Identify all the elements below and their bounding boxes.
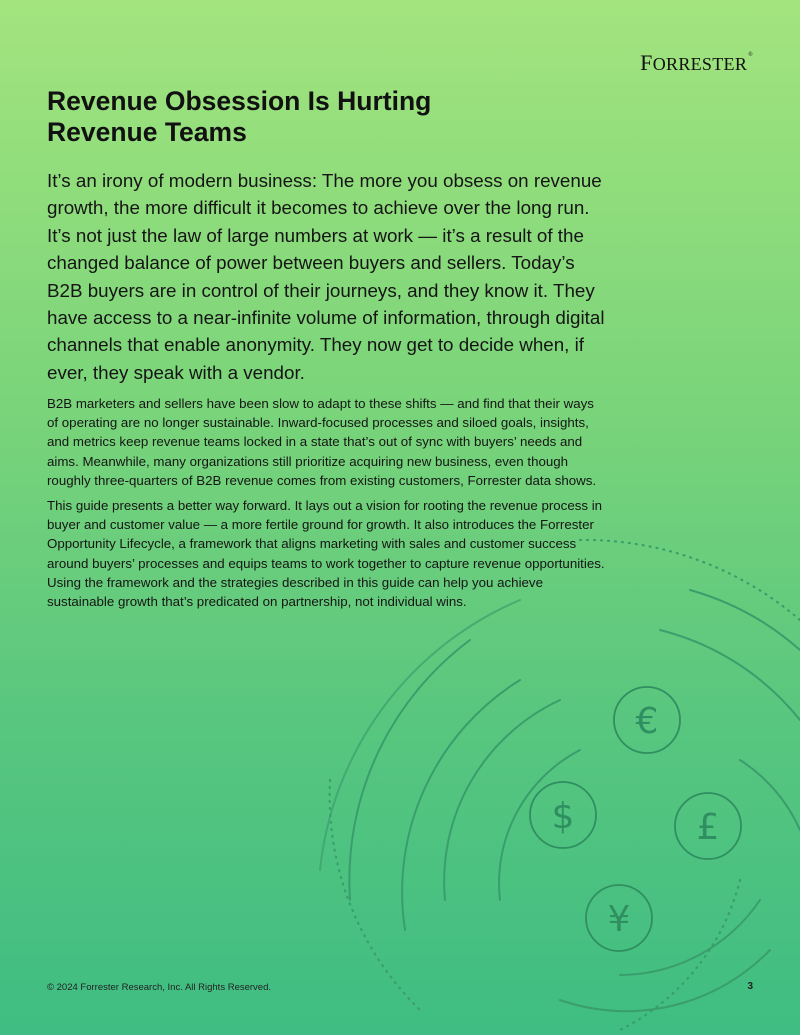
arc-bottom-2 <box>620 900 760 975</box>
forrester-logo: FORRESTER® <box>640 50 753 75</box>
dollar-circle <box>530 782 596 848</box>
pound-icon: £ <box>696 807 720 848</box>
yen-icon: ¥ <box>607 899 631 940</box>
copyright-notice: © 2024 Forrester Research, Inc. All Rights Reserved. <box>47 982 272 993</box>
arc-bottom-1 <box>560 950 770 1011</box>
dollar-icon: $ <box>551 796 575 837</box>
euro-circle <box>614 687 680 753</box>
page-title-line-2: Revenue Teams <box>47 117 247 147</box>
lead-paragraph: It’s an irony of modern business: The more you obsess on revenue growth, the more difficult it becomes to achieve over the long run. It’s not just the law of large numbers at work — it’s a result of the changed balance of power between buyers and sellers. Today’s B2B buyers are in control of their journeys, and they know it. They have access to a near-infinite volume of information, through digital channels that enable anonymity. They now get to decide when, if ever, they speak with a vendor. <box>47 170 605 383</box>
arc-outer-2 <box>349 640 470 900</box>
body-paragraph-1: B2B marketers and sellers have been slow to adapt to these shifts — and find that their ways of operating are no longer sustainable. Inward-focused processes and siloed goals, insights, and metrics keep revenue teams locked in a state that’s out of sync with buyers’ needs and aims. Meanwhile, many organizations still prioritize acquiring new business, even though roughly three-quarters of B2B revenue comes from existing customers, Forrester data shows. <box>47 396 597 488</box>
pound-circle <box>675 793 741 859</box>
arc-outer-1 <box>320 600 520 870</box>
euro-icon: € <box>635 701 659 742</box>
arc-right-2 <box>660 630 800 720</box>
page-title-line-1: Revenue Obsession Is Hurting <box>47 86 432 116</box>
arc-right-3 <box>740 760 800 830</box>
page-number: 3 <box>747 981 753 992</box>
dotted-arc-left <box>330 780 420 1010</box>
yen-circle <box>586 885 652 951</box>
page-title <box>47 86 547 148</box>
body-paragraph-2: This guide presents a better way forward. It lays out a vision for rooting the revenue process in buyer and customer value — a more fertile ground for growth. It also introduces the Forrester Opportunity Lifecycle, a framework that aligns marketing with sales and customer success around buyers’ processes and equips teams to work together to capture revenue opportunities. Using the framework and the strategies described in this guide can help you achieve sustainable growth that’s predicated on partnership, not individual wins. <box>47 498 605 610</box>
dotted-arc-top <box>580 540 800 620</box>
arc-inner-1 <box>499 750 580 900</box>
arc-mid-2 <box>444 700 560 900</box>
arc-mid-1 <box>402 680 520 930</box>
dotted-arc-right <box>620 880 740 1030</box>
arc-right-1 <box>690 590 800 650</box>
